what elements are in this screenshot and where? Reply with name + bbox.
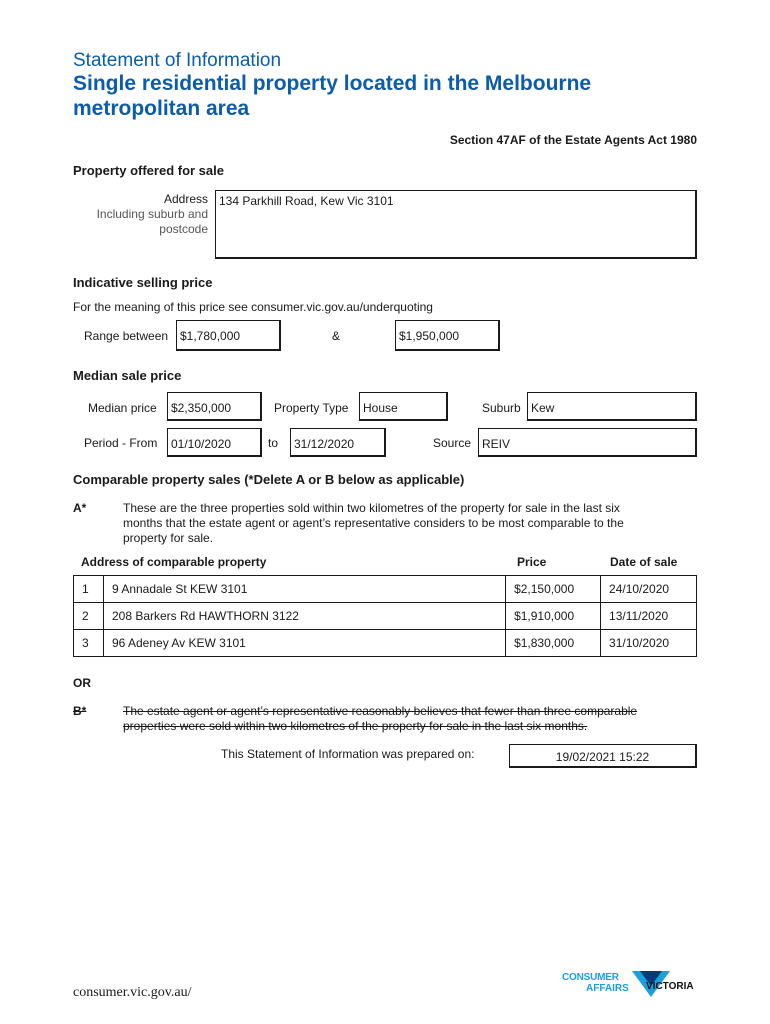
comparable-price[interactable]: $2,150,000 <box>506 576 601 603</box>
col-header-price: Price <box>517 555 547 569</box>
comparable-date[interactable]: 13/11/2020 <box>601 603 697 630</box>
suburb-label: Suburb <box>482 401 521 415</box>
source-label: Source <box>433 436 472 450</box>
period-from-field[interactable]: 01/10/2020 <box>167 428 262 457</box>
period-to-label: to <box>268 436 279 450</box>
comparable-date[interactable]: 31/10/2020 <box>601 630 697 657</box>
option-a-line-3: property for sale. <box>123 531 214 545</box>
suburb-field[interactable]: Kew <box>527 392 697 421</box>
indicative-heading: Indicative selling price <box>73 275 213 290</box>
logo-text-victoria: VICTORIA <box>646 981 694 992</box>
act-reference: Section 47AF of the Estate Agents Act 1980 <box>449 133 697 147</box>
range-ampersand: & <box>332 329 341 343</box>
document-kicker: Statement of Information <box>73 50 282 71</box>
consumer-affairs-victoria-logo <box>562 969 702 999</box>
option-a-line-2: months that the estate agent or agent’s representative considers to be most comparable to the <box>123 516 624 530</box>
row-number: 3 <box>74 630 104 657</box>
period-from-label: Period - From <box>84 436 158 450</box>
address-label: Address <box>163 192 208 206</box>
table-row <box>74 630 697 657</box>
property-heading: Property offered for sale <box>73 163 224 178</box>
comparable-price[interactable]: $1,830,000 <box>506 630 601 657</box>
prepared-on-field[interactable]: 19/02/2021 15:22 <box>509 744 697 768</box>
source-field[interactable]: REIV <box>478 428 697 457</box>
logo-text-affairs: AFFAIRS <box>586 983 629 994</box>
comparable-address[interactable]: 9 Annadale St KEW 3101 <box>103 576 505 603</box>
prepared-on-label: This Statement of Information was prepared on: <box>221 747 475 761</box>
row-number: 1 <box>74 576 104 603</box>
comparable-address[interactable]: 208 Barkers Rd HAWTHORN 3122 <box>103 603 505 630</box>
median-price-label: Median price <box>88 401 157 415</box>
comparable-heading: Comparable property sales (*Delete A or B below as applicable) <box>73 472 465 487</box>
comparable-table <box>73 575 697 657</box>
option-b-marker: B* <box>73 704 87 718</box>
logo-text-consumer: CONSUMER <box>562 972 619 983</box>
address-sublabel-2: postcode <box>159 222 208 236</box>
footer-url[interactable]: consumer.vic.gov.au/ <box>73 985 192 1000</box>
option-b-line-1: The estate agent or agent’s representative reasonably believes that fewer than three comparable <box>123 704 638 718</box>
indicative-note: For the meaning of this price see consumer.vic.gov.au/underquoting <box>73 300 433 314</box>
table-row <box>74 603 697 630</box>
median-price-field[interactable]: $2,350,000 <box>167 392 262 421</box>
property-type-field[interactable]: House <box>359 392 448 421</box>
property-type-label: Property Type <box>274 401 349 415</box>
period-to-field[interactable]: 31/12/2020 <box>290 428 386 457</box>
row-number: 2 <box>74 603 104 630</box>
col-header-address: Address of comparable property <box>81 555 267 569</box>
range-low-field[interactable]: $1,780,000 <box>176 320 281 351</box>
range-label: Range between <box>84 329 169 343</box>
option-a-line-1: These are the three properties sold within two kilometres of the property for sale in the last six <box>123 501 620 515</box>
document-title-line1: Single residential property located in the Melbourne <box>73 72 592 95</box>
comparable-price[interactable]: $1,910,000 <box>506 603 601 630</box>
median-heading: Median sale price <box>73 368 182 383</box>
comparable-address[interactable]: 96 Adeney Av KEW 3101 <box>103 630 505 657</box>
comparable-date[interactable]: 24/10/2020 <box>601 576 697 603</box>
address-field[interactable]: 134 Parkhill Road, Kew Vic 3101 <box>215 190 697 259</box>
option-a-marker: A* <box>73 501 87 515</box>
option-b-line-2: properties were sold within two kilometres of the property for sale in the last six months. <box>123 719 588 733</box>
col-header-date: Date of sale <box>610 555 678 569</box>
table-row <box>74 576 697 603</box>
address-sublabel-1: Including suburb and <box>96 207 208 221</box>
or-separator: OR <box>73 676 91 690</box>
document-title-line2: metropolitan area <box>73 97 250 120</box>
range-high-field[interactable]: $1,950,000 <box>395 320 500 351</box>
